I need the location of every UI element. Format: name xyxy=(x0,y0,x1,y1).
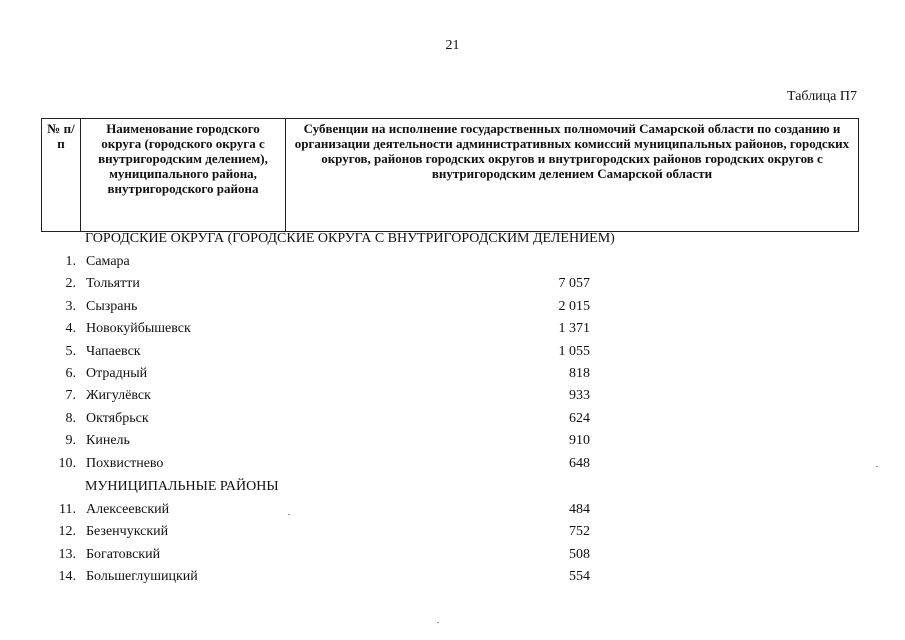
table-label: Таблица П7 xyxy=(787,89,857,104)
row-subvention-value: 910 xyxy=(569,433,590,449)
row-number: 9. xyxy=(65,433,76,449)
table-row xyxy=(0,547,905,569)
row-number: 10. xyxy=(58,455,76,471)
row-number: 1. xyxy=(65,254,76,269)
table-row xyxy=(0,321,905,343)
table-row xyxy=(0,433,905,455)
header-col-name: Наименование городского округа (городского округа с внутригородским делением), муниципального района, внутригородского района xyxy=(81,119,286,232)
row-district-name: Октябрьск xyxy=(86,410,149,426)
table-row xyxy=(0,569,905,591)
table-header xyxy=(41,118,859,232)
row-district-name: Похвистнево xyxy=(86,455,164,471)
row-district-name: Алексеевский xyxy=(86,502,170,517)
row-number: 11. xyxy=(59,502,76,517)
row-district-name: Самара xyxy=(86,254,130,269)
table-row xyxy=(0,502,905,524)
row-number: 7. xyxy=(65,388,76,404)
row-number: 13. xyxy=(58,546,76,562)
table-row xyxy=(0,276,905,298)
table-row xyxy=(0,299,905,321)
row-district-name: Тольятти xyxy=(86,276,140,292)
row-district-name: Большеглушицкий xyxy=(86,569,198,585)
row-district-name: Чапаевск xyxy=(86,343,141,359)
header-col-number: № п/п xyxy=(42,119,81,232)
row-number: 12. xyxy=(58,524,76,540)
row-district-name: Отрадный xyxy=(86,366,148,381)
row-district-name: Богатовский xyxy=(86,546,161,562)
table-row xyxy=(0,388,905,410)
row-subvention-value: 818 xyxy=(569,366,590,381)
row-subvention-value: 1 055 xyxy=(558,343,590,359)
table-row xyxy=(0,344,905,366)
table-row xyxy=(0,254,905,276)
row-subvention-value: 2 015 xyxy=(558,298,590,314)
table-row xyxy=(0,411,905,433)
row-subvention-value: 752 xyxy=(569,524,590,540)
row-number: 14. xyxy=(58,569,76,585)
row-subvention-value: 484 xyxy=(569,502,590,517)
row-district-name: Кинель xyxy=(86,433,130,449)
page-number: 21 xyxy=(445,38,460,53)
row-number: 6. xyxy=(65,366,76,381)
row-number: 5. xyxy=(65,343,76,359)
row-subvention-value: 554 xyxy=(569,569,590,585)
row-subvention-value: 933 xyxy=(569,388,590,404)
table-row xyxy=(0,366,905,388)
row-number: 4. xyxy=(65,321,76,337)
row-number: 2. xyxy=(65,276,76,292)
row-number: 8. xyxy=(65,410,76,426)
row-subvention-value: 508 xyxy=(569,546,590,562)
row-subvention-value: 7 057 xyxy=(558,276,590,292)
row-subvention-value: 624 xyxy=(569,410,590,426)
row-subvention-value: 1 371 xyxy=(558,321,590,337)
section-title-city-districts: ГОРОДСКИЕ ОКРУГА (ГОРОДСКИЕ ОКРУГА С ВНУТРИГОРОДСКИМ ДЕЛЕНИЕМ) xyxy=(85,231,615,246)
row-district-name: Безенчукский xyxy=(86,524,169,540)
row-district-name: Новокуйбышевск xyxy=(86,321,191,337)
section-title-municipal-districts: МУНИЦИПАЛЬНЫЕ РАЙОНЫ xyxy=(85,479,279,494)
row-number: 3. xyxy=(65,298,76,314)
row-district-name: Сызрань xyxy=(86,298,138,314)
header-col-subvention: Субвенции на исполнение государственных полномочий Самарской области по созданию и организации деятельности административных комиссий муниципальных районов, городских округов, районов городских округов и внутригородских районов городских округов с внутригородским делением Самарской области xyxy=(286,119,859,232)
row-subvention-value: 648 xyxy=(569,455,590,471)
table-row xyxy=(0,456,905,478)
table-row xyxy=(0,524,905,546)
row-district-name: Жигулёвск xyxy=(86,388,151,404)
